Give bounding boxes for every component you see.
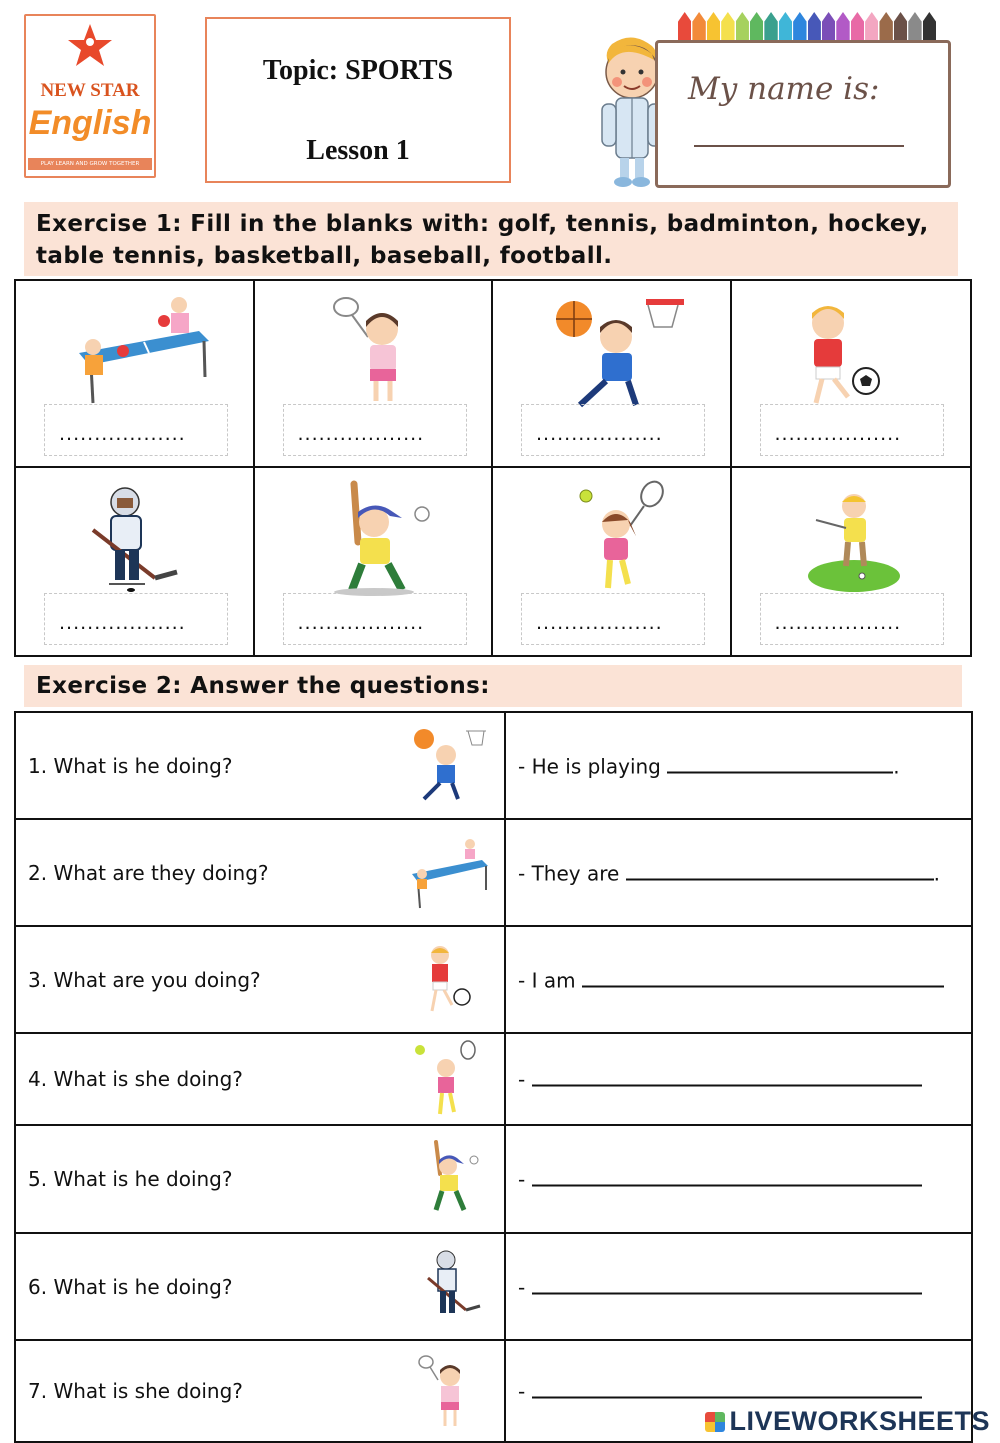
question-text: 6. What is he doing? — [28, 1274, 233, 1299]
exercise1-grid — [14, 279, 972, 657]
question-text: 3. What are you doing? — [28, 967, 261, 992]
answer-prefix: - I am — [518, 968, 576, 992]
exercise1-line2: table tennis, basketball, baseball, football. — [36, 243, 613, 269]
logo-top-text: NEW STAR — [40, 80, 140, 101]
answer-line[interactable] — [667, 753, 893, 773]
answer-prefix: - — [518, 1167, 526, 1192]
answer-line[interactable] — [532, 1379, 922, 1399]
answer-cell[interactable] — [506, 1034, 971, 1124]
question-text: 5. What is he doing? — [28, 1167, 233, 1191]
answer-line[interactable] — [532, 1167, 922, 1187]
question-text: 1. What is he doing? — [28, 753, 233, 778]
exercise2-table — [14, 711, 973, 1443]
answer-suffix: . — [933, 861, 941, 885]
answer-prefix: - He is playing — [518, 754, 661, 778]
name-label: My name is: — [688, 71, 880, 107]
logo-main-text: English — [28, 104, 152, 142]
question-cell — [16, 1341, 506, 1441]
question-cell — [16, 820, 506, 925]
liveworksheets-watermark — [705, 1406, 990, 1437]
tennis-icon — [406, 1040, 488, 1118]
badminton-icon — [406, 1352, 488, 1430]
table-row — [16, 820, 971, 927]
answer-prefix: - They are — [518, 861, 620, 885]
answer-dots: .................. — [297, 423, 425, 445]
baseball-icon — [406, 1140, 488, 1218]
answer-dots: .................. — [774, 612, 902, 634]
table-tennis-icon — [59, 293, 209, 411]
hockey-icon — [406, 1248, 488, 1326]
table-row — [16, 1234, 971, 1341]
question-cell — [16, 1234, 506, 1339]
table-row — [16, 713, 971, 820]
answer-suffix: . — [893, 754, 900, 778]
answer-cell[interactable] — [506, 713, 971, 818]
topic-box — [205, 17, 511, 183]
name-input-line[interactable] — [694, 145, 904, 147]
star-icon — [66, 22, 114, 74]
question-text: 7. What is she doing? — [28, 1379, 243, 1403]
answer-line[interactable] — [532, 1274, 922, 1294]
golf-icon — [776, 480, 926, 598]
answer-prefix: - — [518, 1067, 526, 1092]
answer-blank[interactable] — [521, 404, 705, 456]
liveworksheets-logo-icon — [705, 1412, 725, 1432]
grid-cell — [732, 468, 971, 655]
football-icon — [776, 293, 926, 411]
question-cell — [16, 1126, 506, 1232]
answer-blank[interactable] — [521, 593, 705, 645]
answer-dots: .................. — [297, 612, 425, 634]
topic-title: Topic: SPORTS — [262, 55, 454, 86]
basketball-icon — [536, 293, 686, 411]
exercise2-instruction: Exercise 2: Answer the questions: — [24, 665, 962, 707]
answer-prefix: - — [518, 1275, 526, 1299]
name-card — [655, 40, 951, 188]
logo-tagline: PLAY LEARN AND GROW TOGETHER — [28, 158, 152, 170]
question-text: 2. What are they doing? — [28, 860, 269, 885]
grid-cell — [16, 468, 255, 655]
question-cell — [16, 927, 506, 1032]
question-cell — [16, 713, 506, 818]
answer-dots: .................. — [59, 423, 186, 445]
answer-dots: .................. — [59, 612, 186, 634]
grid-cell — [255, 281, 494, 468]
table-row — [16, 1126, 971, 1234]
answer-cell[interactable] — [506, 1126, 971, 1232]
answer-dots: .................. — [536, 612, 663, 634]
tennis-icon — [536, 480, 686, 598]
answer-cell[interactable] — [506, 820, 971, 925]
basketball-icon — [406, 727, 488, 805]
table-row — [16, 1034, 971, 1126]
answer-blank[interactable] — [44, 404, 228, 456]
grid-cell — [493, 468, 732, 655]
answer-dots: .................. — [536, 423, 663, 445]
logo — [24, 14, 156, 178]
table-tennis-icon — [406, 834, 488, 912]
answer-blank[interactable] — [44, 593, 228, 645]
answer-cell[interactable] — [506, 927, 971, 1032]
answer-blank[interactable] — [283, 593, 467, 645]
question-cell — [16, 1034, 506, 1124]
badminton-icon — [298, 293, 448, 411]
answer-blank[interactable] — [283, 404, 467, 456]
answer-line[interactable] — [582, 967, 944, 987]
exercise1-line1: Exercise 1: Fill in the blanks with: golf, tennis, badminton, hockey, — [36, 211, 929, 237]
hockey-icon — [59, 480, 209, 598]
answer-line[interactable] — [626, 860, 934, 880]
exercise1-instruction — [24, 202, 958, 276]
grid-cell — [255, 468, 494, 655]
grid-cell — [732, 281, 971, 468]
question-text: 4. What is she doing? — [28, 1067, 243, 1091]
answer-blank[interactable] — [760, 404, 944, 456]
baseball-icon — [298, 480, 448, 598]
lesson-title: Lesson 1 — [306, 135, 410, 166]
answer-line[interactable] — [532, 1067, 922, 1087]
answer-dots: .................. — [774, 423, 902, 445]
answer-prefix: - — [518, 1379, 526, 1404]
watermark-text: LIVEWORKSHEETS — [729, 1406, 990, 1436]
answer-blank[interactable] — [760, 593, 944, 645]
grid-cell — [493, 281, 732, 468]
grid-cell — [16, 281, 255, 468]
football-icon — [406, 941, 488, 1019]
table-row — [16, 927, 971, 1034]
answer-cell[interactable] — [506, 1234, 971, 1339]
